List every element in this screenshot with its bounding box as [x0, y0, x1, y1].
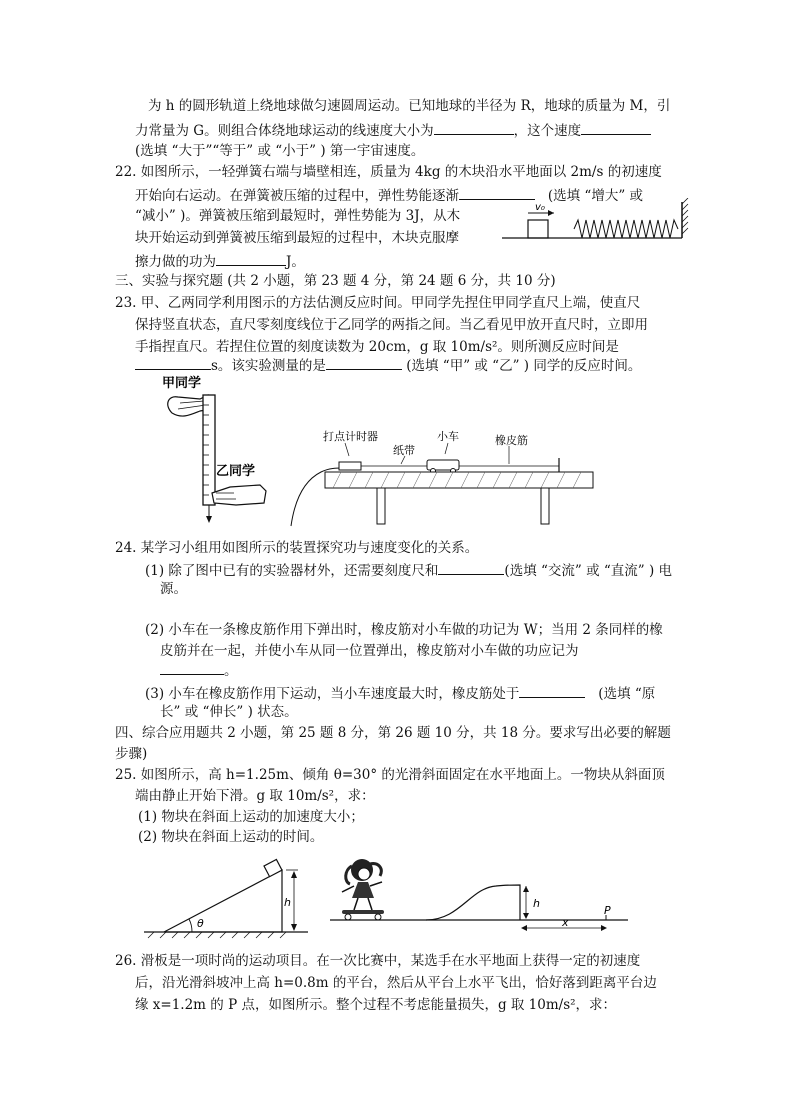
q24-p2-blank-line [160, 660, 238, 680]
label-yi: 乙同学 [216, 464, 256, 479]
q24-blank-work[interactable] [160, 660, 224, 675]
theta-label: θ [197, 917, 204, 930]
q26-line3: 缘 x=1.2m 的 P 点，如图所示。整个过程不考虑能量损失，g 取 10m/s²，求： [135, 997, 617, 1013]
x-label: x [562, 916, 569, 929]
q26-line2: 后，沿光滑斜坡冲上高 h=0.8m 的平台，然后从平台上水平飞出，恰好落到距离平台边 [135, 975, 657, 991]
q21-line3: (选填 “大于”“等于” 或 “小于” ) 第一宇宙速度。 [135, 143, 425, 159]
q22-line2-text-b: (选填 “增大” 或 [547, 188, 644, 204]
q24-stem: 24. 某学习小组用如图所示的装置探究功与速度变化的关系。 [115, 540, 479, 556]
q24-p3-cont: 长” 或 “伸长” ) 状态。 [160, 704, 298, 720]
apparatus-figure [285, 428, 595, 528]
block-icon [528, 220, 548, 238]
h-label: h [533, 897, 540, 910]
q23-blank-student[interactable] [326, 355, 402, 370]
q22-line5-text-b: J。 [286, 254, 305, 270]
section4-heading-cont: 步骤) [115, 746, 148, 762]
q24-p1-cont: 源。 [160, 581, 187, 597]
q23-line4-text: s。该实验测量的是 [211, 358, 326, 374]
q25-line1: 25. 如图所示，高 h=1.25m、倾角 θ=30° 的光滑斜面固定在水平地面上。一物块从斜面顶 [115, 767, 665, 783]
q22-line3: “减小” )。弹簧被压缩到最短时，弹性势能为 3J，从木 [135, 208, 461, 224]
q23-line4 [135, 355, 641, 375]
ruler-icon [203, 395, 215, 505]
q24-blank-power[interactable] [438, 560, 504, 575]
q22-line5-text: 擦力做的功为 [135, 254, 216, 270]
spring-icon [574, 220, 678, 238]
q24-p3 [145, 683, 655, 703]
q24-p3-text: (3) 小车在橡皮筋作用下运动，当小车速度最大时，橡皮筋处于 [145, 686, 520, 702]
q22-line4: 块开始运动到弹簧被压缩到最短的过程中，木块克服摩 [135, 230, 459, 246]
skater-icon [342, 859, 384, 920]
hand-yi-icon [212, 485, 266, 505]
q21-line2 [135, 120, 651, 140]
label-tape: 纸带 [393, 444, 415, 457]
block-icon [264, 859, 282, 876]
p-label: P [604, 904, 611, 917]
ramp-icon [426, 885, 520, 920]
label-jia: 甲同学 [162, 376, 202, 391]
incline-icon [164, 870, 282, 932]
q23-line1: 23. 甲、乙两同学利用图示的方法估测反应时间。甲同学先捏住甲同学直尺上端，使直尺 [115, 295, 641, 311]
board-icon [325, 472, 593, 488]
q25-p1: (1) 物块在斜面上运动的加速度大小； [138, 809, 364, 825]
label-timer: 打点计时器 [323, 430, 378, 443]
q21-blank-speed[interactable] [434, 120, 514, 135]
q26-line1: 26. 滑板是一项时尚的运动项目。在一次比赛中，某选手在水平地面上获得一定的初速度 [115, 953, 641, 969]
skateboard-figure [330, 852, 630, 932]
q24-p3-text-b: (选填 “原 [598, 686, 656, 702]
q22-blank-work[interactable] [216, 251, 286, 266]
q24-p1-text-b: (选填 “交流” 或 “直流” ) 电 [504, 563, 673, 579]
table-leg-right [541, 488, 549, 524]
q24-p2-cont: 皮筋并在一起，并使小车从同一位置弹出，橡皮筋对小车做的功应记为 [160, 643, 579, 659]
section4-heading: 四、综合应用题共 2 小题，第 25 题 8 分，第 26 题 10 分，共 18 分。要求写出必要的解题 [115, 725, 671, 741]
q23-line4-text-b: (选填 “甲” 或 “乙” ) 同学的反应时间。 [406, 358, 642, 374]
q24-p1 [145, 560, 672, 580]
q24-p1-text: (1) 除了图中已有的实验器材外，还需要刻度尺和 [145, 563, 439, 579]
q22-line5 [135, 251, 305, 271]
q25-line2: 端由静止开始下滑。g 取 10m/s²，求： [135, 788, 375, 804]
q23-blank-time[interactable] [135, 355, 211, 370]
timer-icon [339, 462, 361, 470]
q21-line1: 为 h 的圆形轨道上绕地球做匀速圆周运动。已知地球的半径为 R，地球的质量为 M，引 [148, 98, 671, 114]
section3-heading: 三、实验与探究题 (共 2 小题，第 23 题 4 分，第 24 题 6 分，共 10 分) [115, 273, 556, 289]
q21-line2-text-b: ，这个速度 [513, 123, 582, 139]
q23-line3: 手指捏直尺。若捏住位置的刻度读数为 20cm，g 取 10m/s²。则所测反应时间是 [135, 339, 619, 355]
table-leg-left [377, 488, 385, 524]
q23-line2: 保持竖直状态，直尺零刻度线位于乙同学的两指之间。当乙看见甲放开直尺时，立即用 [135, 317, 648, 333]
q22-spring-figure [498, 198, 694, 246]
q22-line1: 22. 如图所示，一轻弹簧右端与墙壁相连，质量为 4kg 的木块沿水平地面以 2m/s 的初速度 [115, 164, 662, 180]
q21-blank-compare[interactable] [581, 120, 651, 135]
label-rubber: 橡皮筋 [495, 434, 528, 447]
h-label: h [284, 896, 291, 909]
q24-p2-end: 。 [224, 663, 238, 679]
ruler-figure [160, 375, 280, 525]
q25-p2: (2) 物块在斜面上运动的时间。 [138, 829, 324, 845]
q21-line2-text: 力常量为 G。则组合体绕地球运动的线速度大小为 [135, 123, 434, 139]
q24-blank-state[interactable] [519, 683, 585, 698]
incline-figure [140, 852, 320, 944]
q22-line2-text: 开始向右运动。在弹簧被压缩的过程中，弹性势能逐渐 [135, 188, 459, 204]
label-cart: 小车 [437, 430, 459, 443]
v0-label: v₀ [535, 202, 545, 213]
q24-p2: (2) 小车在一条橡皮筋作用下弹出时，橡皮筋对小车做的功记为 W；当用 2 条同样的橡 [145, 622, 663, 638]
